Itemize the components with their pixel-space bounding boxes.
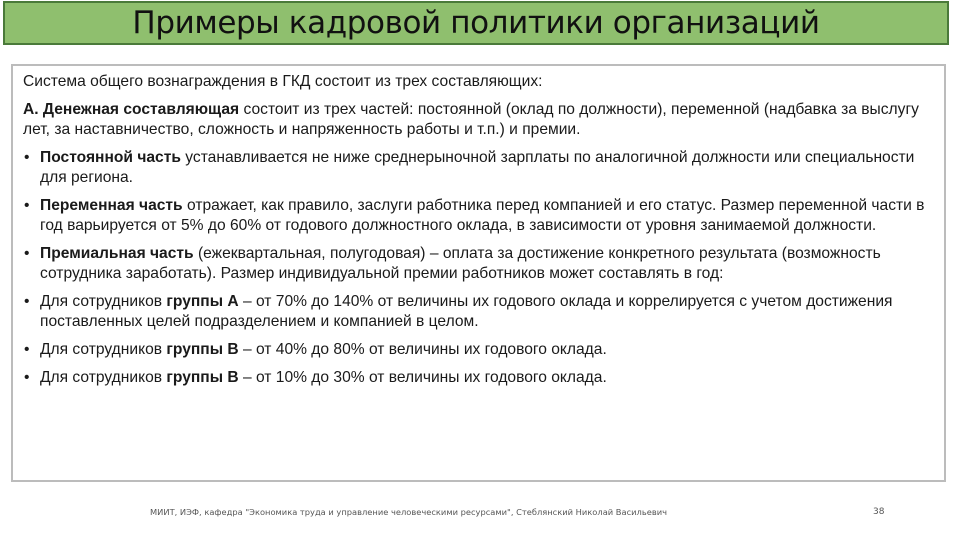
bullet-bold: Премиальная часть — [40, 245, 194, 262]
bullet-dot-icon: • — [24, 245, 30, 262]
bullet-pre: Для сотрудников — [40, 341, 167, 358]
bullet-pre: Для сотрудников — [40, 293, 167, 310]
page-number: 38 — [873, 507, 885, 517]
content-box — [11, 64, 946, 482]
bullet-pre: Для сотрудников — [40, 369, 167, 386]
bullet-dot-icon: • — [24, 197, 30, 214]
bullet-fixed-part — [23, 148, 934, 188]
bullet-text: устанавливается не ниже среднерыночной зарплаты по аналогичной должности или специальности для региона. — [40, 149, 915, 186]
slide-title: Примеры кадровой политики организаций — [132, 4, 820, 41]
bullet-text: – от 40% до 80% от величины их годового оклада. — [238, 341, 607, 358]
bullet-bold: Переменная часть — [40, 197, 183, 214]
bullet-dot-icon: • — [24, 341, 30, 358]
bullet-group-b-2 — [23, 368, 934, 388]
part-a-heading: А. Денежная составляющая — [23, 101, 240, 118]
bullet-bold: группы А — [166, 293, 239, 310]
footer-source-text: МИИТ, ИЭФ, кафедра "Экономика труда и управление человеческими ресурсами", Стеблянский Николай Васильевич — [150, 507, 668, 517]
bullet-variable-part — [23, 196, 934, 236]
bullet-group-b-1 — [23, 340, 934, 360]
slide-title-bar — [3, 1, 949, 45]
bullet-text: – от 10% до 30% от величины их годового оклада. — [238, 369, 607, 386]
bullet-group-a — [23, 292, 934, 332]
bullet-bold: группы В — [166, 341, 239, 358]
bullet-dot-icon: • — [24, 369, 30, 386]
part-a-paragraph — [23, 100, 934, 140]
part-a-text: состоит из трех частей: постоянной (оклад по должности), переменной (надбавка за выслугу лет, за наставничество, сложность и напряженность работы и т.п.) и премии. — [23, 101, 919, 138]
bullet-bonus-part — [23, 244, 934, 284]
bullet-dot-icon: • — [24, 149, 30, 166]
bullet-text: – от 70% до 140% от величины их годового оклада и коррелируется с учетом достижения поставленных целей подразделением и компанией в целом. — [40, 293, 893, 330]
bullet-dot-icon: • — [24, 293, 30, 310]
bullet-bold: Постоянной часть — [40, 149, 181, 166]
intro-text: Система общего вознаграждения в ГКД состоит из трех составляющих: — [23, 73, 543, 90]
bullet-text: (ежеквартальная, полугодовая) – оплата за достижение конкретного результата (возможность сотрудника заработать). Размер индивидуальной премии работников может составлять в год: — [40, 245, 881, 282]
bullet-bold: группы В — [166, 369, 239, 386]
bullet-text: отражает, как правило, заслуги работника перед компанией и его статус. Размер переменной части в год варьируется от 5% до 60% от годового должностного оклада, в зависимости от уровня занимаемой должности. — [40, 197, 925, 234]
